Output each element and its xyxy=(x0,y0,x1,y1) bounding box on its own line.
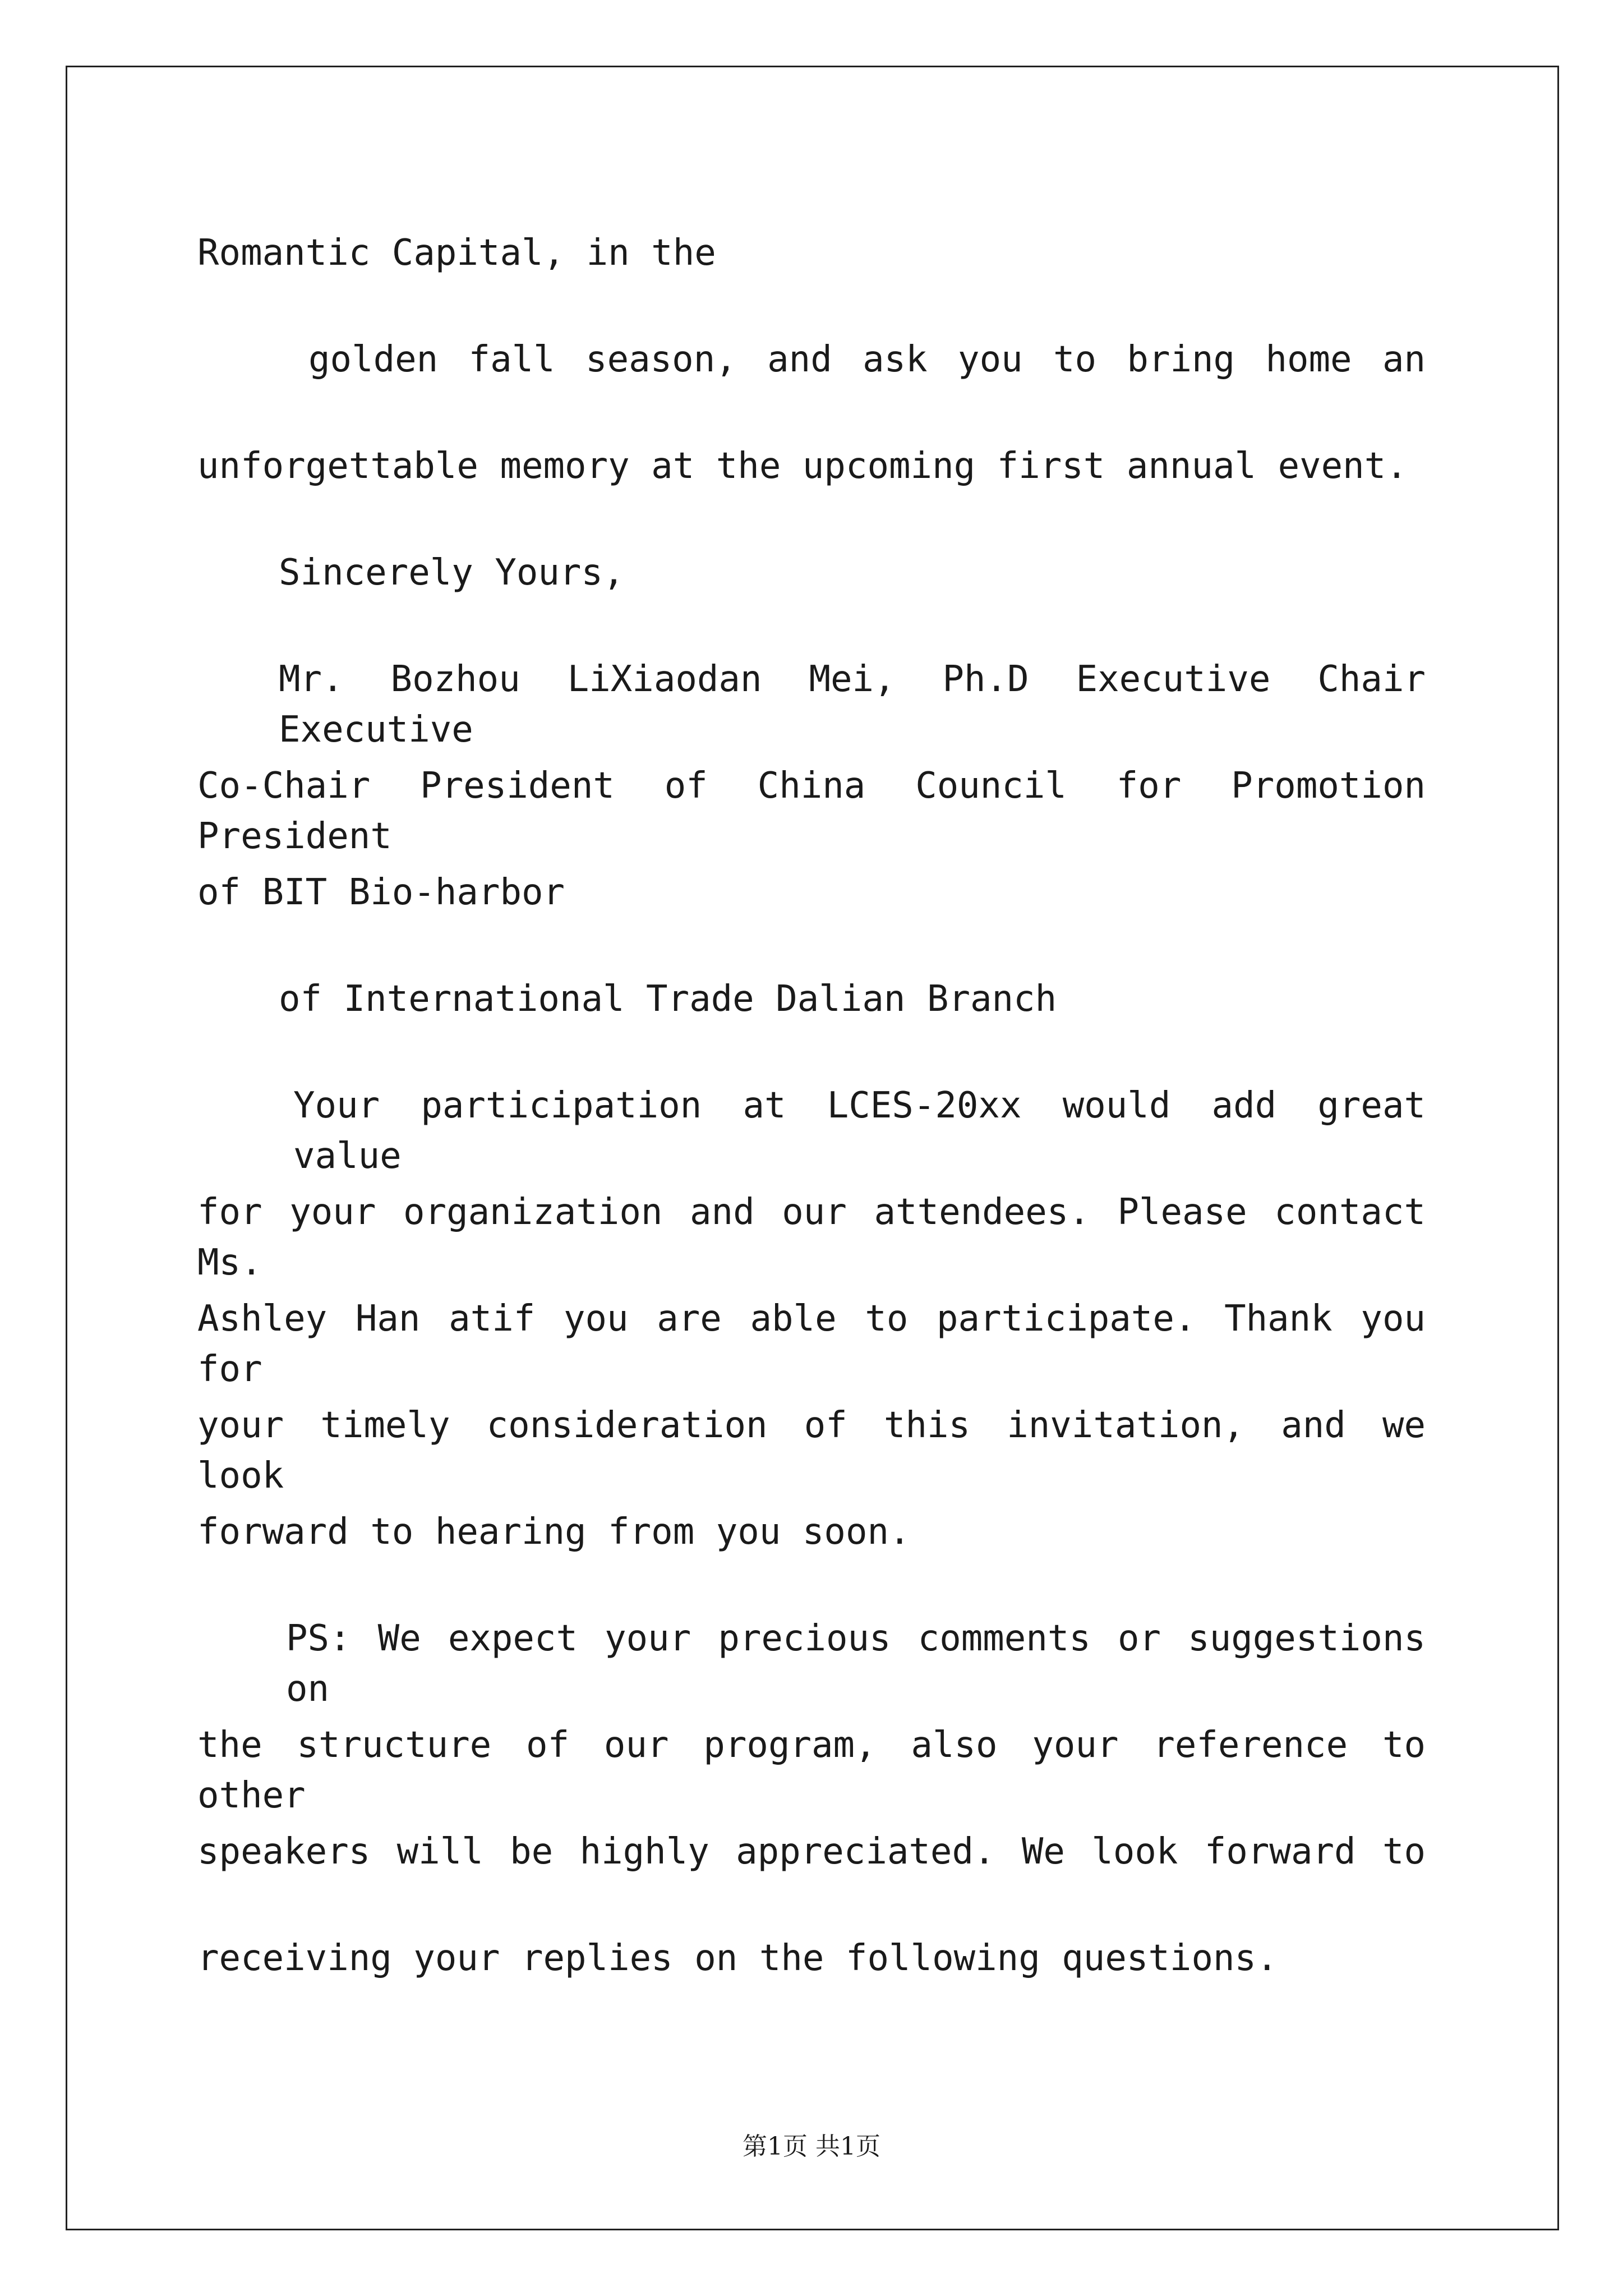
body-line: your timely consideration of this invitation, and we look xyxy=(197,1405,1426,1497)
body-line: forward to hearing from you soon. xyxy=(197,1511,911,1553)
closing-salutation: Sincerely Yours, xyxy=(279,552,625,593)
postscript-line: receiving your replies on the following questions. xyxy=(197,1938,1278,1979)
body-line: for your organization and our attendees. Please contact Ms. xyxy=(197,1191,1426,1283)
body-line: golden fall season, and ask you to bring home an xyxy=(308,339,1426,380)
signature-line: of BIT Bio-harbor xyxy=(197,872,565,913)
body-line: Your participation at LCES-20xx would add great value xyxy=(293,1085,1426,1177)
body-line: Romantic Capital, in the xyxy=(197,232,716,274)
signature-line: of International Trade Dalian Branch xyxy=(279,978,1057,1020)
body-line: Ashley Han atif you are able to participate. Thank you for xyxy=(197,1298,1426,1390)
signature-line: Mr. Bozhou LiXiaodan Mei, Ph.D Executive Chair Executive xyxy=(279,659,1426,751)
postscript-line: PS: We expect your precious comments or suggestions on xyxy=(286,1618,1426,1710)
body-line: unforgettable memory at the upcoming first annual event. xyxy=(197,445,1408,487)
postscript-line: the structure of our program, also your reference to other xyxy=(197,1724,1426,1816)
postscript-line: speakers will be highly appreciated. We look forward to xyxy=(197,1831,1426,1872)
page-number-footer: 第1页 共1页 xyxy=(743,2132,880,2161)
signature-line: Co-Chair President of China Council for Promotion President xyxy=(197,765,1426,857)
